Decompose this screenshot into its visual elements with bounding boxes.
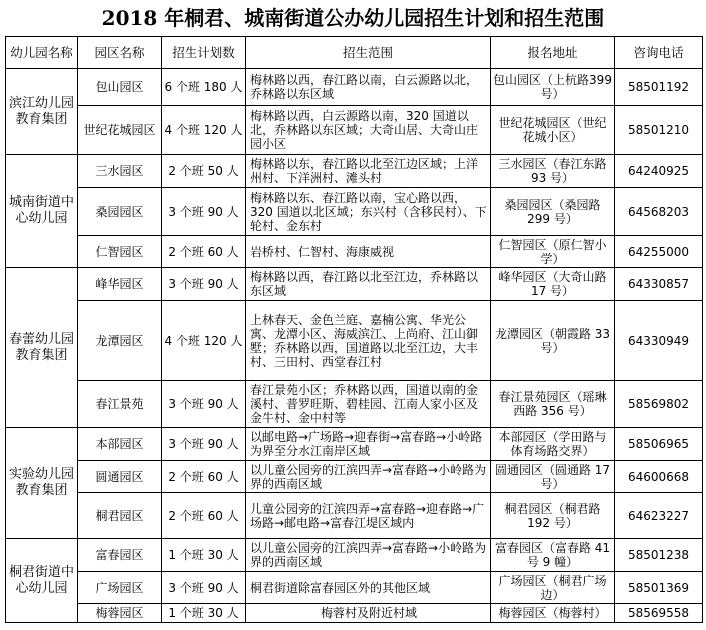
phone-number: 64623227 [615,493,703,539]
campus-name: 世纪花城园区 [78,106,162,155]
plan-count: 2 个班 60 人 [162,493,246,539]
header-plan: 招生计划数 [162,37,246,69]
table-row [6,381,703,428]
phone-number: 58506965 [615,428,703,461]
table-row [6,106,703,155]
enrollment-scope: 春江景苑小区；乔林路以西，国道以南的金溪村、普罗旺斯、碧桂园、江南人家小区及金牛村、金中村等 [246,381,491,428]
group-name: 桐君街道中心幼儿园 [6,539,78,623]
table-header-row [6,37,703,69]
plan-count: 4 个班 120 人 [162,301,246,381]
phone-number: 64330857 [615,268,703,301]
enrollment-scope: 以儿童公园旁的江滨四弄→富春路→小岭路为界的西南区域 [246,539,491,572]
enrollment-scope: 梅蓉村及附近村域 [246,604,491,623]
phone-number: 58569558 [615,604,703,623]
group-name: 滨江幼儿园教育集团 [6,69,78,155]
campus-name: 本部园区 [78,428,162,461]
enrollment-scope: 以儿童公园旁的江滨四弄→富春路→小岭路为界的西南区域 [246,461,491,493]
registration-address: 龙潭园区（朝霞路 33 号） [491,301,615,381]
phone-number: 64600668 [615,461,703,493]
phone-number: 58501192 [615,69,703,106]
group-name: 春蕾幼儿园教育集团 [6,268,78,428]
phone-number: 64568203 [615,188,703,236]
enrollment-table [5,36,703,623]
document-title: 2018 年桐君、城南街道公办幼儿园招生计划和招生范围 [101,6,605,30]
registration-address: 桑园园区（桑园路 299 号） [491,188,615,236]
table-row [6,301,703,381]
campus-name: 包山园区 [78,69,162,106]
campus-name: 广场园区 [78,572,162,604]
header-campus: 园区名称 [78,37,162,69]
phone-number: 58569802 [615,381,703,428]
plan-count: 4 个班 120 人 [162,106,246,155]
campus-name: 桑园园区 [78,188,162,236]
registration-address: 桐君园区（桐君路 192 号） [491,493,615,539]
registration-address: 包山园区（上杭路399 号） [491,69,615,106]
registration-address: 广场园区（桐君广场边） [491,572,615,604]
registration-address: 富春园区（富春路 41 号 9 幢） [491,539,615,572]
enrollment-scope: 岩桥村、仁智村、海康威视 [246,236,491,268]
enrollment-scope: 梅林路以西，春江路以南，白云源路以北，乔林路以东区域 [246,69,491,106]
campus-name: 桐君园区 [78,493,162,539]
enrollment-scope: 梅林路以东，春江路以北至江边区域；上洋州村、下洋洲村、滩头村 [246,155,491,188]
phone-number: 58501238 [615,539,703,572]
plan-count: 3 个班 90 人 [162,188,246,236]
plan-count: 3 个班 90 人 [162,381,246,428]
table-row [6,69,703,106]
plan-count: 3 个班 90 人 [162,268,246,301]
campus-name: 峰华园区 [78,268,162,301]
campus-name: 圆通园区 [78,461,162,493]
plan-count: 2 个班 50 人 [162,155,246,188]
registration-address: 圆通园区（圆通路 17 号） [491,461,615,493]
plan-count: 6 个班 180 人 [162,69,246,106]
campus-name: 春江景苑 [78,381,162,428]
registration-address: 梅蓉园区（梅蓉村） [491,604,615,623]
registration-address: 峰华园区（大奇山路 17 号） [491,268,615,301]
enrollment-scope: 以邮电路→广场路→迎春街→富春路→小岭路为界至分水江南岸区域 [246,428,491,461]
phone-number: 58501369 [615,572,703,604]
plan-count: 1 个班 30 人 [162,604,246,623]
campus-name: 龙潭园区 [78,301,162,381]
enrollment-scope: 梅林路以东、春江路以南，宝心路以西，320 国道以北区域；东兴村（含移民村）、下轮村、金东村 [246,188,491,236]
campus-name: 三水园区 [78,155,162,188]
header-address: 报名地址 [491,37,615,69]
enrollment-scope: 梅林路以西，春江路以北至江边，乔林路以东区域 [246,268,491,301]
enrollment-scope: 儿童公园旁的江滨四弄→富春路→迎春路→广场路→邮电路→富春江堤区域内 [246,493,491,539]
campus-name: 梅蓉园区 [78,604,162,623]
registration-address: 三水园区（春江东路 93 号） [491,155,615,188]
table-row [6,539,703,572]
plan-count: 3 个班 90 人 [162,428,246,461]
header-kindergarten: 幼儿园名称 [6,37,78,69]
registration-address: 仁智园区（原仁智小学） [491,236,615,268]
plan-count: 2 个班 60 人 [162,236,246,268]
phone-number: 64255000 [615,236,703,268]
table-row [6,461,703,493]
enrollment-scope: 梅林路以西，白云源路以南，320 国道以北，乔林路以东区域；大奇山居、大奇山庄园小区 [246,106,491,155]
campus-name: 仁智园区 [78,236,162,268]
registration-address: 世纪花城园区（世纪花城小区） [491,106,615,155]
plan-count: 2 个班 60 人 [162,461,246,493]
table-row [6,572,703,604]
phone-number: 64240925 [615,155,703,188]
registration-address: 本部园区（学田路与体育场路交界） [491,428,615,461]
table-row [6,428,703,461]
phone-number: 64330949 [615,301,703,381]
campus-name: 富春园区 [78,539,162,572]
phone-number: 58501210 [615,106,703,155]
enrollment-scope: 桐君街道除富春园区外的其他区域 [246,572,491,604]
table-row [6,155,703,188]
table-row [6,188,703,236]
header-scope: 招生范围 [246,37,491,69]
table-row [6,268,703,301]
table-row [6,493,703,539]
plan-count: 1 个班 30 人 [162,539,246,572]
group-name: 实验幼儿园教育集团 [6,428,78,539]
plan-count: 3 个班 90 人 [162,572,246,604]
table-row [6,236,703,268]
header-phone: 咨询电话 [615,37,703,69]
group-name: 城南街道中心幼儿园 [6,155,78,268]
registration-address: 春江景苑园区（瑶琳西路 356 号） [491,381,615,428]
table-row [6,604,703,623]
enrollment-scope: 上林春天、金色兰庭、嘉楠公寓、华光公寓、龙潭小区、海威滨江、上尚府、江山御墅；乔林路以西，国道路以北至江边，大丰村、三田村、西堂春江村 [246,301,491,381]
